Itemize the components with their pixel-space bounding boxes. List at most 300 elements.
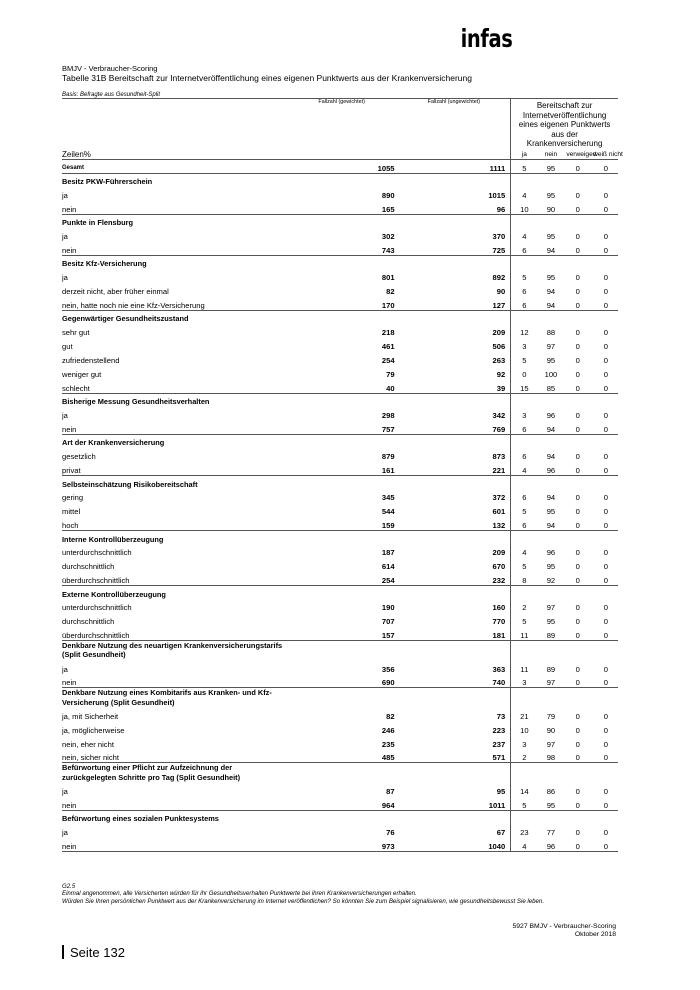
row-label: ja	[62, 190, 68, 200]
table-row	[62, 626, 618, 640]
footer-info	[512, 923, 616, 939]
section-header-row	[62, 310, 618, 323]
cell-fallzahl-ungewichtet: 39	[401, 379, 511, 393]
cell-nein: 97	[538, 674, 565, 688]
cell-weiss-nicht: 0	[591, 796, 618, 810]
row-label: nein	[62, 837, 287, 851]
cell-fallzahl-ungewichtet: 67	[496, 827, 506, 837]
footnote-code: G2.5	[62, 883, 76, 890]
table-subheader-row	[62, 149, 618, 160]
cell-ja: 6	[511, 489, 538, 503]
cell-ja: 10	[511, 200, 538, 214]
section-header-blank	[591, 476, 618, 489]
cell-fallzahl-ungewichtet: 96	[401, 200, 511, 214]
section-header-blank	[538, 641, 565, 660]
cell-fallzahl-gewichtet: 879	[381, 452, 395, 462]
cell-verweigert: 0	[564, 420, 591, 434]
cell-weiss-nicht: 0	[591, 749, 618, 763]
cell-verweigert: 0	[575, 603, 580, 613]
cell-nein: 95	[546, 190, 556, 200]
section-header-blank	[538, 586, 565, 599]
section-header-blank	[511, 531, 538, 544]
cell-fallzahl-ungewichtet: 209	[492, 328, 506, 338]
cell-nein: 94	[546, 287, 556, 297]
cell-nein: 94	[538, 516, 565, 530]
table-row	[62, 571, 618, 585]
cell-fallzahl-ungewichtet: 363	[492, 664, 506, 674]
header-blank	[62, 99, 287, 149]
table-row	[62, 227, 618, 241]
table-row	[62, 337, 618, 351]
section-header-blank	[511, 763, 538, 782]
table-body	[62, 99, 623, 852]
row-label: ja	[62, 232, 68, 242]
cell-ja: 0	[511, 365, 538, 379]
section-header-row	[62, 586, 618, 599]
cell-nein: 89	[546, 664, 556, 674]
table-row	[62, 749, 618, 763]
cell-fallzahl-gewichtet: 79	[386, 369, 395, 379]
footer-project: 5927 BMJV - Verbraucher-Scoring	[512, 923, 616, 930]
cell-fallzahl-ungewichtet: 221	[401, 461, 511, 475]
cell-weiss-nicht: 0	[603, 369, 608, 379]
section-header-blank	[591, 688, 618, 707]
row-label: überdurchschnittlich	[62, 626, 287, 640]
cell-fallzahl-gewichtet: 218	[381, 328, 395, 338]
table-row	[62, 420, 618, 434]
section-header-blank	[538, 763, 565, 782]
section-title: Denkbare Nutzung eines Kombitarifs aus Kranken- und Kfz-Versicherung (Split Gesundheit)	[62, 688, 272, 707]
cell-fallzahl-ungewichtet: 769	[401, 420, 511, 434]
cell-nein: 92	[538, 571, 565, 585]
section-header-blank	[511, 476, 538, 489]
row-label: ja	[62, 786, 68, 796]
cell-fallzahl-ungewichtet: 160	[492, 603, 506, 613]
table-row	[62, 612, 618, 626]
section-header-blank	[538, 173, 565, 186]
row-label: derzeit nicht, aber früher einmal	[62, 287, 169, 297]
header-group-title: Bereitschaft zur Internetveröffentlichung eines eigenen Punktwerts aus der Krankenversicherung	[511, 99, 618, 149]
section-title: Punkte in Flensburg	[62, 218, 134, 228]
header-zeilen: Zeilen%	[62, 149, 287, 160]
table-row	[62, 406, 618, 420]
cell-fallzahl-ungewichtet: 209	[492, 548, 506, 558]
table-row	[62, 516, 618, 530]
section-title: Besitz PKW-Führerschein	[62, 177, 153, 186]
cell-verweigert: 0	[575, 664, 580, 674]
cell-fallzahl-ungewichtet: 342	[492, 410, 506, 420]
cell-weiss-nicht: 0	[603, 452, 608, 462]
cell-verweigert: 0	[564, 516, 591, 530]
header-col-nein: nein	[538, 149, 565, 160]
cell-ja: 4	[511, 837, 538, 851]
cell-ja: 5	[511, 159, 538, 173]
cell-ja: 11	[511, 626, 538, 640]
cell-fallzahl-gewichtet: 544	[381, 507, 395, 517]
section-header-blank	[538, 476, 565, 489]
cell-fallzahl-ungewichtet: 92	[496, 369, 506, 379]
section-header-blank	[591, 173, 618, 186]
cell-verweigert: 0	[575, 617, 580, 627]
cell-verweigert: 0	[564, 749, 591, 763]
section-header-row	[62, 173, 618, 186]
section-header-blank	[287, 173, 401, 186]
section-header-blank	[401, 641, 511, 660]
row-label: durchschnittlich	[62, 562, 115, 572]
row-label: nein, sicher nicht	[62, 749, 287, 763]
cell-verweigert: 0	[564, 241, 591, 255]
row-label: ja, mit Sicherheit	[62, 711, 119, 721]
section-header-blank	[564, 434, 591, 447]
cell-nein: 94	[538, 420, 565, 434]
section-header-blank	[401, 476, 511, 489]
table-row	[62, 186, 618, 200]
cell-fallzahl-ungewichtet: 370	[492, 232, 506, 242]
section-header-blank	[538, 434, 565, 447]
cell-fallzahl-ungewichtet: 95	[496, 786, 506, 796]
cell-ja: 2	[511, 599, 538, 613]
cell-weiss-nicht: 0	[603, 827, 608, 837]
section-header-blank	[511, 810, 538, 823]
cell-fallzahl-gewichtet: 690	[287, 674, 401, 688]
cell-fallzahl-gewichtet: 159	[287, 516, 401, 530]
cell-nein: 95	[546, 562, 556, 572]
cell-ja: 4	[511, 186, 538, 200]
section-header-row	[62, 476, 618, 489]
section-header-blank	[287, 255, 401, 268]
cell-fallzahl-gewichtet: 235	[381, 739, 395, 749]
cell-verweigert: 0	[564, 626, 591, 640]
table-row	[62, 502, 618, 516]
table-row	[62, 351, 618, 365]
cell-verweigert: 0	[575, 410, 580, 420]
cell-weiss-nicht: 0	[603, 273, 608, 283]
cell-nein: 96	[538, 461, 565, 475]
cell-ja: 21	[511, 707, 538, 721]
cell-fallzahl-gewichtet: 973	[287, 837, 401, 851]
cell-nein: 89	[538, 626, 565, 640]
cell-fallzahl-ungewichtet: 232	[401, 571, 511, 585]
cell-fallzahl-ungewichtet: 237	[492, 739, 506, 749]
cell-ja: 4	[511, 461, 538, 475]
cell-verweigert: 0	[564, 461, 591, 475]
document-subtitle: BMJV - Verbraucher-Scoring	[62, 64, 158, 73]
cell-nein: 95	[546, 617, 556, 627]
section-header-blank	[401, 810, 511, 823]
cell-verweigert: 0	[575, 548, 580, 558]
table-row	[62, 489, 618, 503]
section-header-blank	[538, 214, 565, 227]
cell-nein: 95	[546, 355, 556, 365]
cell-nein: 85	[538, 379, 565, 393]
section-header-blank	[287, 393, 401, 406]
row-label: unterdurchschnittlich	[62, 603, 132, 613]
section-header-row	[62, 434, 618, 447]
row-label: nein	[62, 796, 287, 810]
section-header-blank	[511, 688, 538, 707]
section-header-blank	[287, 586, 401, 599]
cell-verweigert: 0	[575, 355, 580, 365]
row-label: privat	[62, 461, 287, 475]
row-label: durchschnittlich	[62, 617, 115, 627]
section-header-blank	[591, 586, 618, 599]
cell-verweigert: 0	[575, 827, 580, 837]
section-title: Art der Krankenversicherung	[62, 438, 165, 448]
section-header-blank	[511, 586, 538, 599]
section-header-blank	[564, 310, 591, 323]
cell-fallzahl-ungewichtet: 601	[492, 507, 506, 517]
row-label: ja	[62, 410, 68, 420]
section-header-blank	[287, 641, 401, 660]
cell-ja: 5	[511, 796, 538, 810]
cell-verweigert: 0	[564, 379, 591, 393]
cell-verweigert: 0	[564, 796, 591, 810]
section-header-blank	[591, 310, 618, 323]
table-row	[62, 735, 618, 749]
table-row	[62, 674, 618, 688]
cell-nein: 94	[546, 452, 556, 462]
cell-fallzahl-gewichtet: 743	[287, 241, 401, 255]
cell-verweigert: 0	[575, 273, 580, 283]
cell-verweigert: 0	[575, 786, 580, 796]
cell-verweigert: 0	[575, 342, 580, 352]
cell-fallzahl-gewichtet: 1055	[287, 159, 401, 173]
cell-ja: 6	[511, 516, 538, 530]
row-label: nein	[62, 420, 287, 434]
cell-weiss-nicht: 0	[591, 674, 618, 688]
header-col-ja: ja	[511, 149, 538, 160]
cell-ja: 6	[511, 296, 538, 310]
section-header-blank	[538, 310, 565, 323]
cell-verweigert: 0	[575, 493, 580, 503]
cell-nein: 86	[546, 786, 556, 796]
cell-weiss-nicht: 0	[591, 461, 618, 475]
table-row	[62, 447, 618, 461]
cell-fallzahl-gewichtet: 161	[287, 461, 401, 475]
cell-fallzahl-gewichtet: 356	[381, 664, 395, 674]
cell-weiss-nicht: 0	[603, 711, 608, 721]
table-header-row	[62, 99, 618, 149]
cell-fallzahl-ungewichtet: 873	[492, 452, 506, 462]
row-label: nein	[62, 200, 287, 214]
section-header-blank	[591, 255, 618, 268]
section-header-row	[62, 255, 618, 268]
row-label: gut	[62, 342, 73, 352]
cell-fallzahl-gewichtet: 157	[287, 626, 401, 640]
section-header-blank	[564, 641, 591, 660]
section-header-blank	[591, 763, 618, 782]
cell-verweigert: 0	[575, 190, 580, 200]
cell-nein: 97	[546, 342, 556, 352]
row-label: nein, hatte noch nie eine Kfz-Versicherung	[62, 296, 287, 310]
cell-nein: 96	[546, 410, 556, 420]
row-label: ja	[62, 273, 68, 283]
section-header-row	[62, 641, 618, 660]
cell-fallzahl-ungewichtet: 127	[401, 296, 511, 310]
section-header-blank	[401, 393, 511, 406]
cell-weiss-nicht: 0	[603, 232, 608, 242]
cell-fallzahl-ungewichtet: 132	[401, 516, 511, 530]
section-header-blank	[287, 531, 401, 544]
section-title: Interne Kontrollüberzeugung	[62, 534, 164, 544]
cell-ja: 6	[511, 282, 538, 296]
cell-verweigert: 0	[564, 837, 591, 851]
cell-ja: 14	[511, 782, 538, 796]
table-row	[62, 782, 618, 796]
cell-fallzahl-ungewichtet: 181	[401, 626, 511, 640]
section-header-blank	[511, 214, 538, 227]
row-label: ja	[62, 827, 68, 837]
cell-fallzahl-gewichtet: 40	[287, 379, 401, 393]
cell-fallzahl-ungewichtet: 892	[492, 273, 506, 283]
cell-fallzahl-gewichtet: 76	[386, 827, 395, 837]
section-header-blank	[401, 763, 511, 782]
cell-weiss-nicht: 0	[591, 516, 618, 530]
section-header-blank	[591, 531, 618, 544]
cell-weiss-nicht: 0	[603, 786, 608, 796]
row-label: hoch	[62, 516, 287, 530]
cell-weiss-nicht: 0	[591, 837, 618, 851]
section-header-blank	[401, 586, 511, 599]
cell-nein: 94	[546, 493, 556, 503]
section-title: Besitz Kfz-Versicherung	[62, 259, 147, 269]
section-header-blank	[564, 763, 591, 782]
section-header-blank	[564, 688, 591, 707]
cell-ja: 6	[511, 420, 538, 434]
section-header-blank	[591, 641, 618, 660]
page-marker-bar	[62, 945, 64, 959]
section-title: Befürwortung eines sozialen Punktesystems	[62, 814, 219, 824]
table-row	[62, 241, 618, 255]
footnote	[62, 883, 582, 905]
cell-nein: 90	[538, 200, 565, 214]
cell-ja: 11	[511, 660, 538, 674]
cell-weiss-nicht: 0	[591, 571, 618, 585]
section-header-row	[62, 531, 618, 544]
cell-ja: 5	[511, 268, 538, 282]
cell-verweigert: 0	[575, 711, 580, 721]
cell-fallzahl-ungewichtet: 223	[492, 725, 506, 735]
row-label: überdurchschnittlich	[62, 571, 287, 585]
cell-fallzahl-ungewichtet: 263	[492, 355, 506, 365]
cell-weiss-nicht: 0	[603, 725, 608, 735]
section-header-blank	[401, 214, 511, 227]
cell-fallzahl-ungewichtet: 90	[496, 287, 506, 297]
footer-date: Oktober 2018	[574, 930, 616, 938]
cell-nein: 94	[538, 241, 565, 255]
header-col-verweigert: verweigert	[566, 150, 597, 158]
section-header-row	[62, 810, 618, 823]
cell-ja: 4	[511, 544, 538, 558]
cell-weiss-nicht: 0	[603, 548, 608, 558]
section-header-blank	[564, 393, 591, 406]
section-header-blank	[538, 810, 565, 823]
section-header-row	[62, 763, 618, 782]
cell-nein: 90	[546, 725, 556, 735]
cell-nein: 95	[546, 232, 556, 242]
cell-ja: 15	[511, 379, 538, 393]
cell-fallzahl-ungewichtet: 73	[496, 711, 506, 721]
cell-nein: 98	[538, 749, 565, 763]
header-blank	[287, 149, 401, 160]
cell-fallzahl-gewichtet: 82	[386, 287, 395, 297]
cell-ja: 6	[511, 241, 538, 255]
cell-nein: 95	[538, 796, 565, 810]
table-row	[62, 296, 618, 310]
cell-fallzahl-gewichtet: 964	[287, 796, 401, 810]
row-label: ja	[62, 664, 68, 674]
cell-fallzahl-gewichtet: 485	[287, 749, 401, 763]
section-header-blank	[564, 586, 591, 599]
section-header-blank	[401, 173, 511, 186]
section-title: Denkbare Nutzung des neuartigen Krankenversicherungstarifs (Split Gesundheit)	[62, 641, 283, 660]
section-header-blank	[564, 173, 591, 186]
cell-weiss-nicht: 0	[603, 287, 608, 297]
cell-fallzahl-ungewichtet: 770	[492, 617, 506, 627]
cell-verweigert: 0	[575, 725, 580, 735]
row-label: mittel	[62, 507, 81, 517]
section-header-blank	[538, 393, 565, 406]
cell-weiss-nicht: 0	[591, 420, 618, 434]
section-header-blank	[401, 688, 511, 707]
cell-weiss-nicht: 0	[603, 739, 608, 749]
cell-nein: 96	[538, 837, 565, 851]
cell-ja: 5	[511, 502, 538, 516]
section-header-blank	[401, 310, 511, 323]
section-header-blank	[511, 641, 538, 660]
section-header-blank	[511, 310, 538, 323]
cell-fallzahl-gewichtet: 82	[386, 711, 395, 721]
section-header-blank	[287, 434, 401, 447]
cell-nein: 94	[538, 296, 565, 310]
section-header-blank	[538, 688, 565, 707]
section-title: Selbsteinschätzung Risikobereitschaft	[62, 479, 198, 489]
cell-verweigert: 0	[575, 369, 580, 379]
cell-fallzahl-gewichtet: 190	[381, 603, 395, 613]
section-title: Befürwortung einer Pflicht zur Aufzeichnung der zurückgelegten Schritte pro Tag (Split Gesundheit)	[62, 763, 241, 782]
cell-ja: 5	[511, 612, 538, 626]
cell-weiss-nicht: 0	[591, 296, 618, 310]
table-row	[62, 837, 618, 851]
cell-weiss-nicht: 0	[603, 603, 608, 613]
cell-fallzahl-gewichtet: 254	[381, 355, 395, 365]
row-label: nein	[62, 674, 287, 688]
cell-weiss-nicht: 0	[603, 328, 608, 338]
cell-fallzahl-gewichtet: 890	[381, 190, 395, 200]
cell-ja: 10	[511, 721, 538, 735]
cell-nein: 95	[538, 159, 565, 173]
cell-weiss-nicht: 0	[603, 410, 608, 420]
table-row	[62, 544, 618, 558]
section-header-blank	[287, 214, 401, 227]
data-table	[62, 98, 623, 852]
cell-ja: 2	[511, 749, 538, 763]
cell-ja: 5	[511, 557, 538, 571]
row-label: schlecht	[62, 379, 287, 393]
cell-nein: 88	[546, 328, 556, 338]
header-fallzahl-gewichtet: Fallzahl (gewichtet)	[287, 99, 401, 149]
cell-fallzahl-gewichtet: 757	[287, 420, 401, 434]
section-header-blank	[511, 173, 538, 186]
cell-fallzahl-gewichtet: 614	[381, 562, 395, 572]
row-label: unterdurchschnittlich	[62, 548, 132, 558]
section-header-blank	[401, 531, 511, 544]
section-header-blank	[287, 310, 401, 323]
footnote-line-1: Einmal angenommen, alle Versicherten würden für ihr Gesundheitsverhalten Punktwerte bei ihren Krankenversicherungen erhalten.	[62, 890, 417, 898]
cell-fallzahl-gewichtet: 298	[381, 410, 395, 420]
table-row	[62, 707, 618, 721]
cell-nein: 95	[546, 273, 556, 283]
